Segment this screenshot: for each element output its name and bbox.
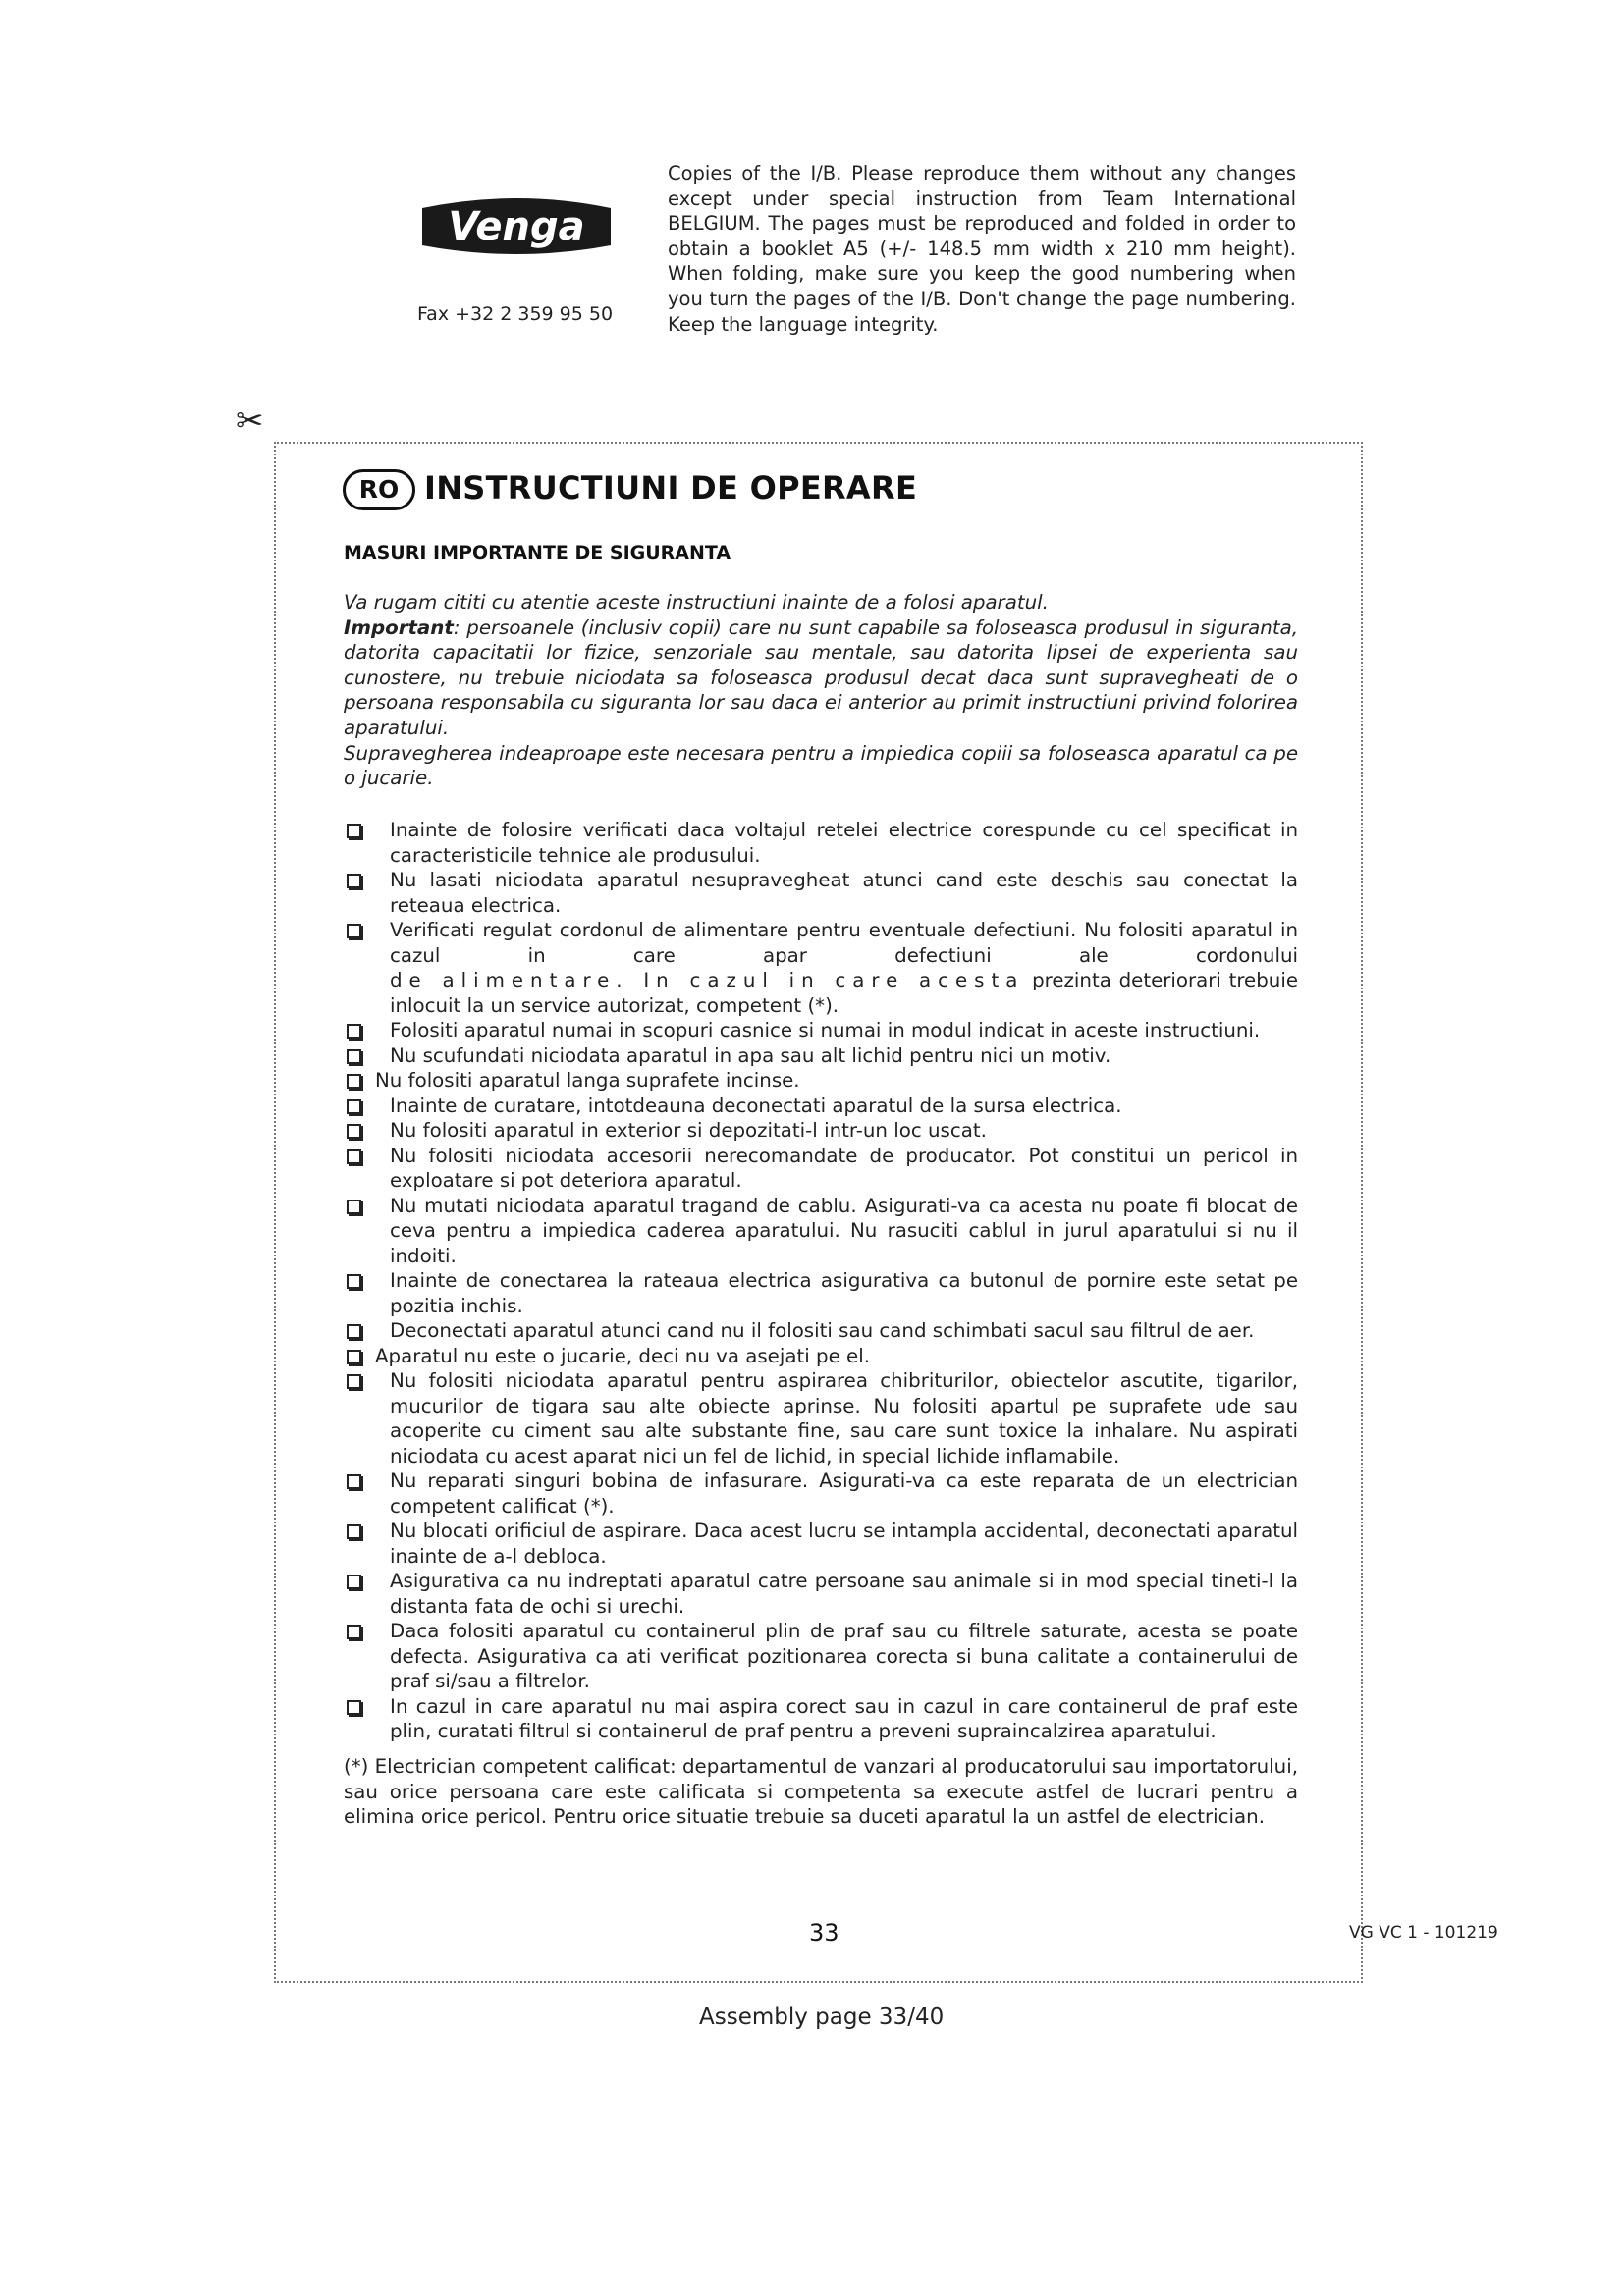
checkbox-icon	[347, 1074, 361, 1089]
list-item-text: In cazul in care aparatul nu mai aspira corect sau in cazul in care containerul de praf este plin, curatati filtrul si containerul de praf pentru a preveni supraincalzirea aparatului.	[390, 1694, 1298, 1742]
list-item-text: Nu scufundati niciodata aparatul in apa sau alt lichid pentru nici un motiv.	[390, 1043, 1111, 1067]
list-item-text: Folositi aparatul numai in scopuri casnice si numai in modul indicat in aceste instructiuni.	[390, 1019, 1261, 1041]
assembly-page-label: Assembly page 33/40	[699, 2004, 945, 2030]
language-badge: RO	[343, 469, 415, 510]
list-item	[344, 1318, 1298, 1344]
scissors-icon: ✂	[236, 401, 264, 441]
checkbox-icon	[347, 1374, 361, 1389]
list-item-text: Nu lasati niciodata aparatul nesupravegheat atunci cand este deschis sau conectat la reteaua electrica.	[390, 869, 1298, 917]
list-item	[344, 1268, 1298, 1318]
list-item	[344, 1368, 1298, 1468]
important-text: : persoanele (inclusiv copii) care nu sunt capabile sa foloseasca produsul in siguranta, datorita capacitatii lor fizice, senzoriale sau mentale, sau datorita lipsei de experienta sau cunostere, nu trebuie niciodata sa foloseasca produsul decat daca sunt supravegheati de o persoana responsabila cu siguranta lor sau daca ei anterior au primit instructiuni privind folorirea aparatului.	[344, 615, 1298, 739]
list-item	[344, 1068, 1298, 1094]
venga-logo	[414, 187, 619, 265]
list-item	[344, 1569, 1298, 1619]
list-item-text: Nu folositi niciodata aparatul pentru aspirarea chibriturilor, obiectelor ascutite, tigarilor, mucurilor de tigara sau alte obiecte aprinse. Nu folositi apartul pe suprafete ude sau acoperite cu ciment sau alte substante fine, sau care sunt toxice la inhalare. Nu aspirati niciodata cu acest aparat nici un fel de lichid, in special lichide inflamabile.	[390, 1369, 1298, 1468]
list-item-spaced-text: de alimentare. In cazul in care acesta	[390, 969, 1025, 991]
list-item	[344, 1194, 1298, 1269]
list-item-text: Verificati regulat cordonul de alimentare pentru eventuale defectiuni. Nu folositi aparatul in cazul in care apar defectiuni ale cordonului	[390, 919, 1298, 967]
section-heading: MASURI IMPORTANTE DE SIGURANTA	[344, 542, 731, 563]
checkbox-icon	[347, 1149, 361, 1164]
list-item	[344, 868, 1298, 918]
checkbox-icon	[347, 1124, 361, 1139]
important-paragraph	[344, 615, 1298, 741]
list-item-text: Nu reparati singuri bobina de infasurare. Asigurati-va ca este reparata de un electrician competent calificat (*).	[390, 1469, 1298, 1518]
list-item	[344, 1018, 1298, 1043]
list-item	[344, 1094, 1298, 1119]
list-item	[344, 1694, 1298, 1744]
checkbox-icon	[347, 1274, 361, 1289]
checkbox-icon	[347, 1625, 361, 1639]
checkbox-icon	[347, 1350, 361, 1364]
checkbox-icon	[347, 1700, 361, 1715]
list-item-text: Nu mutati niciodata aparatul tragand de cablu. Asigurati-va ca acesta nu poate fi blocat de ceva pentru a impiedica caderea aparatului. Nu rasuciti cablul in jurul aparatului si nu il indoiti.	[390, 1194, 1298, 1267]
safety-list	[344, 818, 1298, 1744]
checkbox-icon	[347, 1049, 361, 1064]
list-item-text: Inainte de conectarea la rateaua electrica asigurativa ca butonul de pornire este setat pe pozitia inchis.	[390, 1269, 1298, 1317]
list-item-text: Deconectati aparatul atunci cand nu il folositi sau cand schimbati sacul sau filtrul de aer.	[390, 1319, 1255, 1342]
list-item-text: Asigurativa ca nu indreptati aparatul catre persoane sau animale si in mod special tineti-l la distanta fata de ochi si urechi.	[390, 1570, 1298, 1618]
list-item-text: Inainte de curatare, intotdeauna deconectati aparatul de la sursa electrica.	[390, 1094, 1122, 1117]
checkbox-icon	[347, 1200, 361, 1214]
list-item	[344, 818, 1298, 868]
list-item	[344, 1619, 1298, 1694]
list-item	[344, 1144, 1298, 1194]
list-item-text: Nu folositi aparatul langa suprafete incinse.	[375, 1069, 800, 1092]
list-item	[344, 1344, 1298, 1369]
list-item-text: Inainte de folosire verificati daca voltajul retelei electrice corespunde cu cel specificat in caracteristicile tehnice ale produsului.	[390, 819, 1298, 867]
list-item-text: Daca folositi aparatul cu containerul plin de praf sau cu filtrele saturate, acesta se poate defecta. Asigurativa ca ati verificat pozitionarea corecta si buna calitate a containerului de praf si/sau a filtrelor.	[390, 1620, 1298, 1692]
checkbox-icon	[347, 1524, 361, 1539]
fax-number: Fax +32 2 359 95 50	[417, 303, 614, 325]
checkbox-icon	[347, 874, 361, 888]
list-item-text-end: prezinta deteriorari trebuie inlocuit la un service autorizat, competent (*).	[390, 969, 1298, 1017]
page-number: 33	[809, 1919, 839, 1947]
intro-text	[344, 590, 1298, 791]
checkbox-icon	[347, 1099, 361, 1114]
checkbox-icon	[347, 1324, 361, 1339]
intro-paragraph: Va rugam cititi cu atentie aceste instructiuni inainte de a folosi aparatul.	[344, 591, 1049, 614]
list-item-text: Aparatul nu este o jucarie, deci nu va asejati pe el.	[375, 1344, 870, 1367]
list-item	[344, 1118, 1298, 1144]
checkbox-icon	[347, 1474, 361, 1489]
reproduction-note: Copies of the I/B. Please reproduce them without any changes except under special instruction from Team International BELGIUM. The pages must be reproduced and folded in order to obtain a booklet A5 (+/- 148.5 mm width x 210 mm height). When folding, make sure you keep the good numbering when you turn the pages of the I/B. Don't change the page numbering. Keep the language integrity.	[668, 162, 1296, 336]
important-label: Important	[344, 615, 454, 639]
list-item	[344, 918, 1298, 1018]
list-item-text: Nu folositi aparatul in exterior si depozitati-l intr-un loc uscat.	[390, 1119, 987, 1142]
list-item-text: Nu blocati orificiul de aspirare. Daca acest lucru se intampla accidental, deconectati aparatul inainte de a-l debloca.	[390, 1520, 1298, 1568]
supervision-paragraph: Supravegherea indeaproape este necesara pentru a impiedica copiii sa foloseasca aparatul ca pe o jucarie.	[344, 741, 1298, 790]
checkbox-icon	[347, 1575, 361, 1589]
logo-text: Venga	[448, 204, 585, 249]
list-item	[344, 1519, 1298, 1569]
model-code: VG VC 1 - 101219	[1349, 1923, 1498, 1943]
checkbox-icon	[347, 1024, 361, 1039]
footnote: (*) Electrician competent calificat: departamentul de vanzari al producatorului sau importatorului, sau orice persoana care este calificata si competenta sa execute astfel de lucrari pentru a elimina orice pericol. Pentru orice situatie trebuie sa duceti aparatul la un astfel de electrician.	[344, 1755, 1298, 1829]
list-item	[344, 1043, 1298, 1069]
checkbox-icon	[347, 824, 361, 838]
list-item-text: Nu folositi niciodata accesorii nerecomandate de producator. Pot constitui un pericol in exploatare si pot deteriora aparatul.	[390, 1144, 1298, 1192]
checkbox-icon	[347, 924, 361, 938]
page-title: INSTRUCTIUNI DE OPERARE	[424, 469, 918, 507]
list-item	[344, 1468, 1298, 1519]
